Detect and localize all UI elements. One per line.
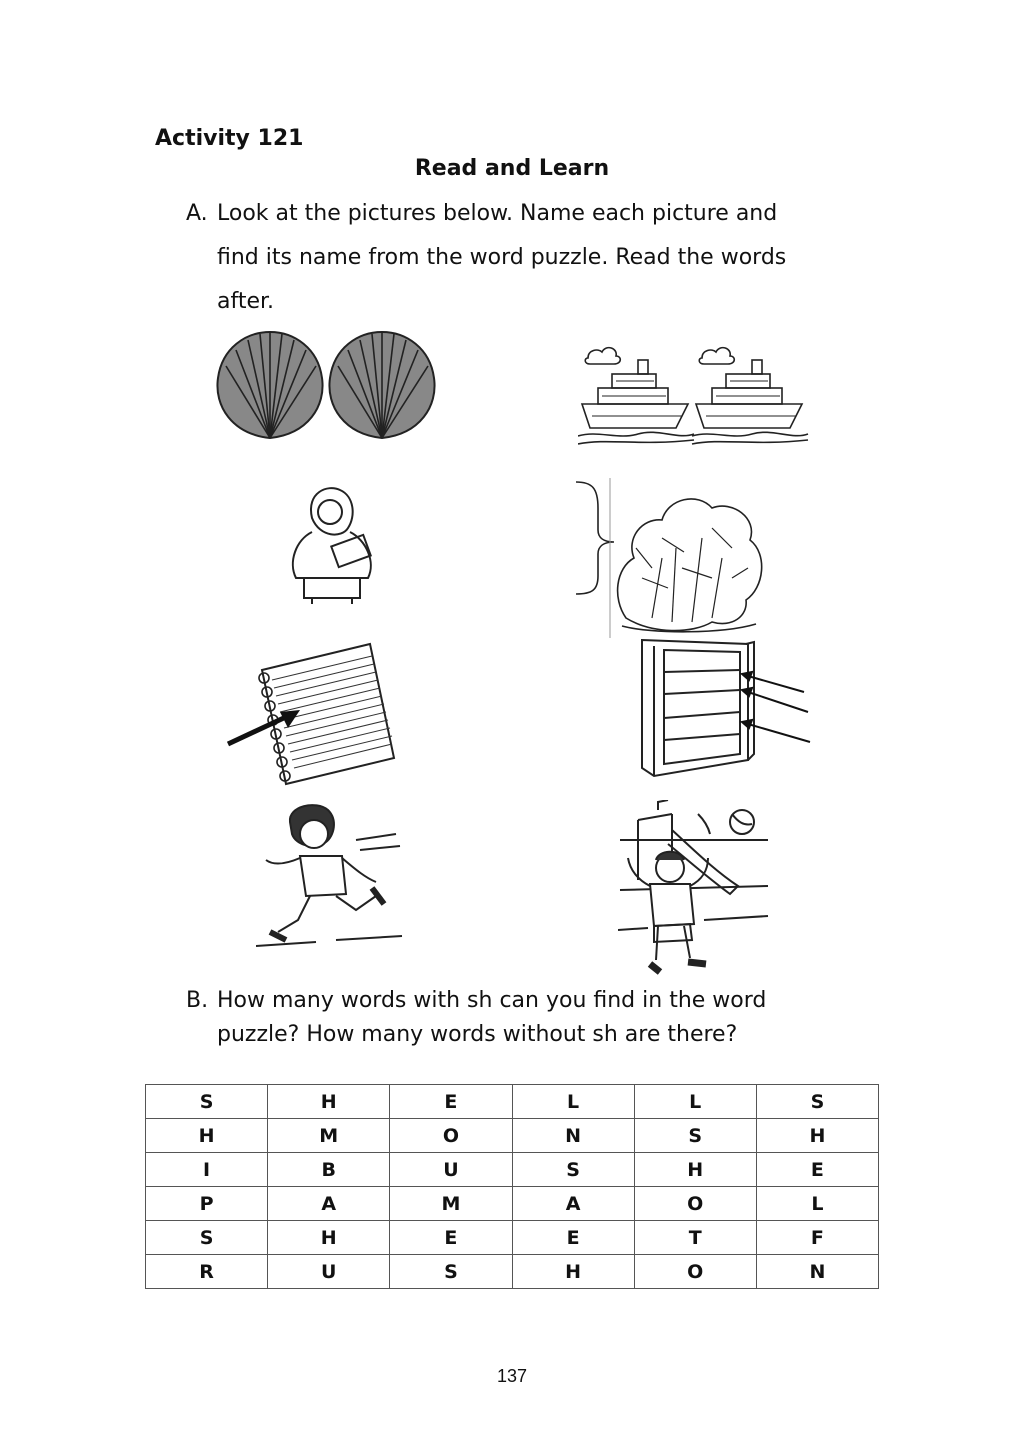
puzzle-row [146,1119,879,1153]
instruction-b-line-2: puzzle? How many words without sh are there? [217,1022,738,1047]
puzzle-row [146,1085,879,1119]
activity-title: Activity 121 [155,126,304,151]
puzzle-cell: T [634,1221,756,1255]
section-title [0,156,1024,181]
puzzle-row [146,1153,879,1187]
instruction-b [186,984,766,1052]
puzzle-cell: N [756,1255,878,1289]
puzzle-cell: E [390,1085,512,1119]
ship-icon [578,348,694,444]
shell-icon [217,332,322,438]
arrow-icon [742,672,810,742]
puzzle-cell: U [390,1153,512,1187]
puzzle-cell: H [756,1119,878,1153]
puzzle-cell: E [512,1221,634,1255]
instruction-a-line-2: find its name from the word puzzle. Read the words [217,245,787,270]
instruction-b-line-1: How many words with sh can you find in the word [217,988,767,1013]
word-puzzle-grid [145,1084,879,1289]
ship-icon [692,348,808,444]
puzzle-cell: H [146,1119,268,1153]
puzzle-cell: R [146,1255,268,1289]
page-number: 137 [496,1366,528,1386]
puzzle-cell: I [146,1153,268,1187]
puzzle-cell: B [268,1153,390,1187]
running-boy-picture [256,800,406,956]
bush-picture [572,478,772,640]
girl-reading-picture [282,482,382,606]
puzzle-cell: P [146,1187,268,1221]
puzzle-row [146,1221,879,1255]
shells-picture [212,326,444,444]
instruction-a-line-1: Look at the pictures below. Name each picture and [217,201,778,226]
puzzle-cell: M [390,1187,512,1221]
puzzle-cell: A [512,1187,634,1221]
puzzle-cell: S [146,1085,268,1119]
puzzle-cell: H [512,1255,634,1289]
puzzle-cell: U [268,1255,390,1289]
puzzle-cell: F [756,1221,878,1255]
puzzle-cell: H [268,1085,390,1119]
boy-playground-picture [618,800,774,982]
puzzle-row [146,1255,879,1289]
puzzle-cell: O [634,1255,756,1289]
puzzle-cell: E [390,1221,512,1255]
instruction-b-marker: B. [186,988,209,1013]
puzzle-cell: H [268,1221,390,1255]
bookshelf-picture [636,636,812,782]
puzzle-cell: H [634,1153,756,1187]
instruction-a-line-3: after. [217,289,275,314]
puzzle-row [146,1187,879,1221]
puzzle-cell: S [390,1255,512,1289]
puzzle-cell: O [634,1187,756,1221]
puzzle-cell: E [756,1153,878,1187]
puzzle-cell: L [512,1085,634,1119]
section-title-text: Read and Learn [414,156,610,181]
puzzle-cell: M [268,1119,390,1153]
puzzle-cell: S [756,1085,878,1119]
ships-picture [578,336,810,446]
shell-icon [329,332,434,438]
puzzle-cell: A [268,1187,390,1221]
puzzle-cell: S [634,1119,756,1153]
puzzle-cell: L [634,1085,756,1119]
instruction-a [186,192,786,324]
puzzle-cell: S [146,1221,268,1255]
instruction-a-marker: A. [186,201,208,226]
notebook-picture [222,640,402,790]
puzzle-cell: S [512,1153,634,1187]
puzzle-cell: O [390,1119,512,1153]
puzzle-cell: L [756,1187,878,1221]
puzzle-cell: N [512,1119,634,1153]
